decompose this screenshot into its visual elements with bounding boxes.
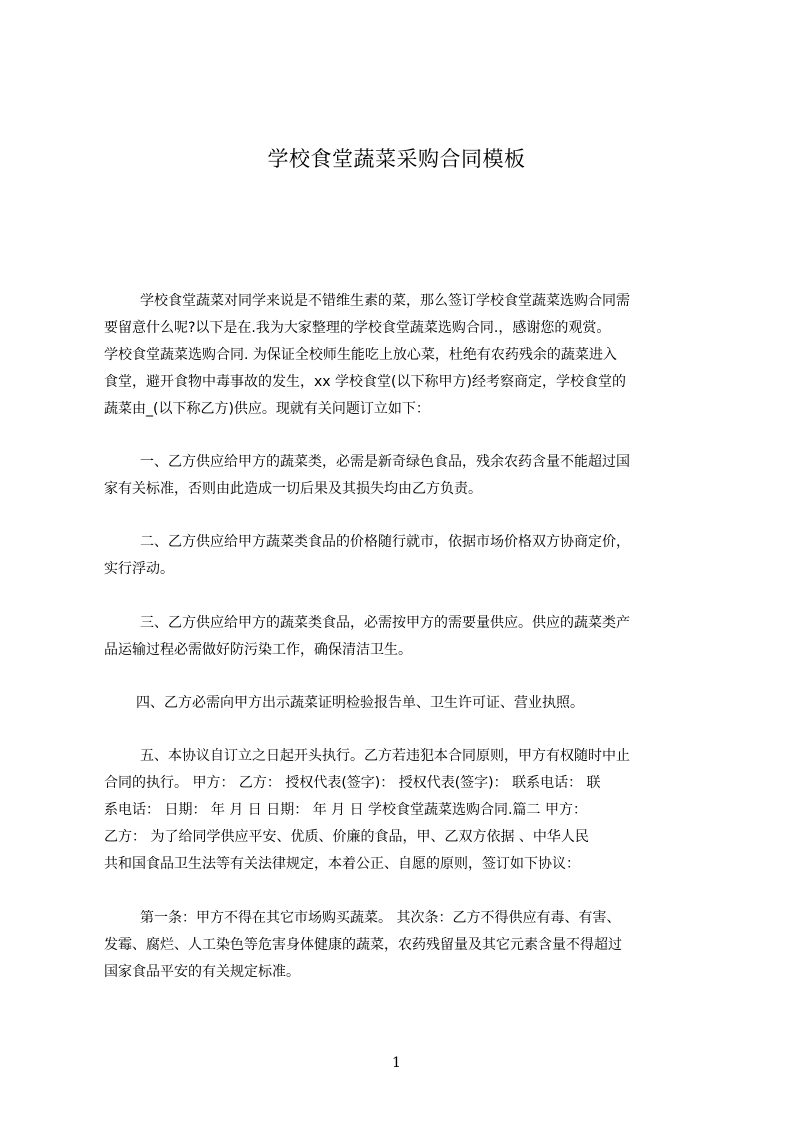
paragraph-line: 实行浮动。	[104, 561, 174, 577]
paragraph-line: 系电话： 日期： 年 月 日 日期： 年 月 日 学校食堂蔬菜选购合同.篇二 甲方：	[104, 802, 587, 818]
document-title: 学校食堂蔬菜采购合同模板	[267, 147, 526, 171]
paragraph-line: 发霉、腐烂、人工染色等危害身体健康的蔬菜，农药残留量及其它元素含量不得超过	[104, 937, 622, 953]
paragraph-line: 四、乙方必需向甲方出示蔬菜证明检验报告单、卫生许可证、营业执照。	[136, 695, 584, 711]
paragraph-line: 学校食堂蔬菜对同学来说是不错维生素的菜，那么签订学校食堂蔬菜选购合同需	[140, 293, 630, 309]
paragraph-line: 共和国食品卫生法等有关法律规定，本着公正、自愿的原则，签订如下协议：	[104, 856, 580, 872]
page-number: 1	[392, 1055, 401, 1071]
paragraph-line: 乙方： 为了给同学供应平安、优质、价廉的食品，甲、乙双方依据 、中华人民	[104, 829, 589, 845]
paragraph-line: 蔬菜由_(以下称乙方)供应。现就有关问题订立如下：	[104, 401, 430, 417]
paragraph-line: 要留意什么呢?以下是在.我为大家整理的学校食堂蔬菜选购合同.，感谢您的观赏。	[104, 320, 611, 336]
paragraph-line: 学校食堂蔬菜选购合同. 为保证全校师生能吃上放心菜，杜绝有农药残余的蔬菜进入	[104, 347, 617, 363]
paragraph-line: 食堂，避开食物中毒事故的发生，xx 学校食堂(以下称甲方)经考察商定，学校食堂的	[104, 374, 626, 390]
paragraph-line: 品运输过程必需做好防污染工作，确保清洁卫生。	[104, 642, 412, 658]
paragraph-line: 三、乙方供应给甲方的蔬菜类食品，必需按甲方的需要量供应。供应的蔬菜类产	[140, 615, 630, 631]
paragraph-line: 家有关标准，否则由此造成一切后果及其损失均由乙方负责。	[104, 481, 482, 497]
paragraph-line: 五、本协议自订立之日起开头执行。乙方若违犯本合同原则，甲方有权随时中止	[140, 748, 630, 764]
paragraph-line: 二、乙方供应给甲方蔬菜类食品的价格随行就市，依据市场价格双方协商定价，	[140, 534, 630, 550]
paragraph-line: 国家食品平安的有关规定标准。	[104, 964, 300, 980]
paragraph-line: 合同的执行。 甲方： 乙方： 授权代表(签字)： 授权代表(签字)： 联系电话： 联	[104, 775, 601, 791]
paragraph-line: 一、乙方供应给甲方的蔬菜类，必需是新奇绿色食品，残余农药含量不能超过国	[140, 454, 630, 470]
paragraph-line: 第一条：甲方不得在其它市场购买蔬菜。 其次条：乙方不得供应有毒、有害、	[140, 910, 621, 926]
